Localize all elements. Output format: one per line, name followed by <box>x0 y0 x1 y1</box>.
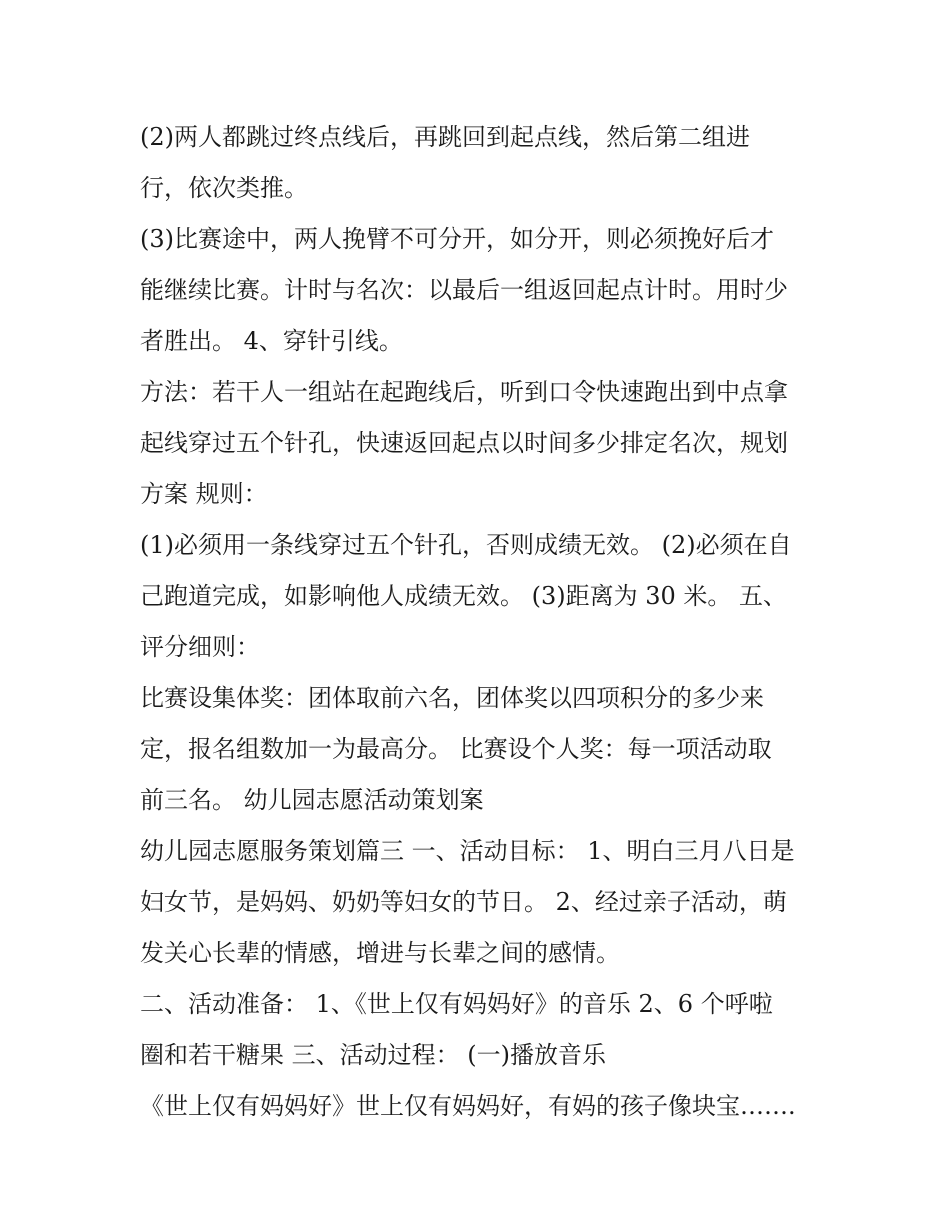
text-line: 方案 规则： <box>140 480 268 508</box>
text-line: (3)比赛途中，两人挽臂不可分开，如分开，则必须挽好后才 <box>140 225 774 253</box>
text-line: 起线穿过五个针孔，快速返回起点以时间多少排定名次，规划 <box>140 429 788 457</box>
text-line: 比赛设集体奖：团体取前六名，团体奖以四项积分的多少来 <box>140 684 764 712</box>
text-line: 圈和若干糖果 三、活动过程： (一)播放音乐 <box>140 1041 606 1069</box>
text-line: 能继续比赛。计时与名次：以最后一组返回起点计时。用时少 <box>140 276 788 304</box>
text-line: 妇女节，是妈妈、奶奶等妇女的节日。 2、经过亲子活动，萌 <box>140 888 787 916</box>
text-line: (1)必须用一条线穿过五个针孔，否则成绩无效。 (2)必须在自 <box>140 531 792 559</box>
text-line: 二、活动准备： 1、《世上仅有妈妈好》的音乐 2、6 个呼啦 <box>140 990 773 1018</box>
text-line: 己跑道完成，如影响他人成绩无效。 (3)距离为 30 米。 五、 <box>140 582 788 610</box>
text-line: 评分细则： <box>140 633 260 661</box>
text-line: 行，依次类推。 <box>140 174 308 202</box>
text-line: 《世上仅有妈妈好》世上仅有妈妈好，有妈的孩子像块宝……. <box>140 1092 796 1120</box>
text-line: 幼儿园志愿服务策划篇三 一、活动目标： 1、明白三月八日是 <box>140 837 795 865</box>
text-line: 定，报名组数加一为最高分。 比赛设个人奖：每一项活动取 <box>140 735 772 763</box>
text-line: 前三名。 幼儿园志愿活动策划案 <box>140 786 484 814</box>
text-line: 者胜出。 4、穿针引线。 <box>140 327 403 355</box>
text-line: (2)两人都跳过终点线后，再跳回到起点线，然后第二组进 <box>140 123 750 151</box>
text-line: 方法：若干人一组站在起跑线后，听到口令快速跑出到中点拿 <box>140 378 788 406</box>
text-line: 发关心长辈的情感，增进与长辈之间的感情。 <box>140 939 620 967</box>
document-body <box>140 112 820 1132</box>
